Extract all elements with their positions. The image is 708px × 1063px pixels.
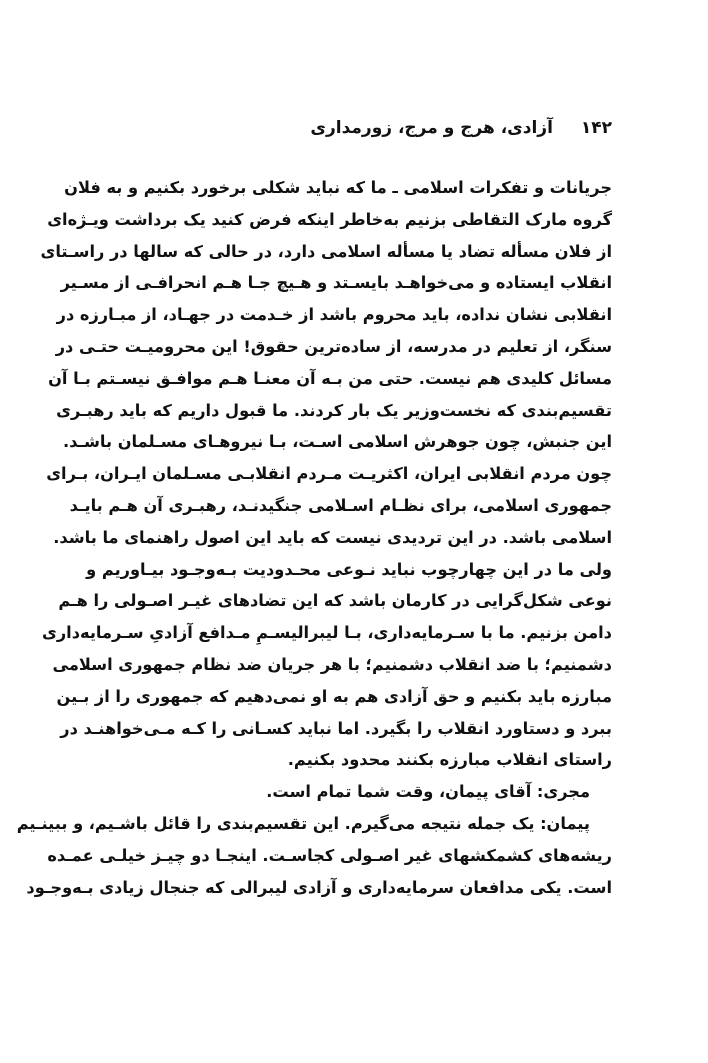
- text-line: تقسیم‌بندی که نخست‌وزیر یک بار کردند. ما قبول داریم که باید رهبـری: [56, 400, 612, 420]
- text-line: دشمنیم؛ با ضد انقلاب دشمنیم؛ با هر جریان ضد نظام جمهوری اسلامی: [52, 654, 612, 674]
- text-line: جمهوری اسلامی، برای نظـام اسـلامی جنگیدنـد، رهبـری آن هـم بایـد: [69, 495, 612, 515]
- text-line: ببرد و دستاورد انقلاب را بگیرد. اما نباید کسـانی را کـه مـی‌خواهنـد در: [60, 718, 612, 738]
- text-line: اسلامی باشد. در این تردیدی نیست که باید این اصول راهنمای ما باشد.: [53, 527, 612, 547]
- text-line: از فلان مسأله تضاد یا مسأله اسلامی دارد، در حالی که سالها در راسـتای: [40, 241, 612, 261]
- text-line: ولی ما در این چهارچوب نباید نـوعی محـدودیت بـه‌وجـود بیـاوریم و: [86, 559, 612, 579]
- text-line: دامن بزنیم. ما با سـرمایه‌داری، بـا لیبرالیسـمِ مـدافع آزادیِ سـرمایه‌داری: [42, 623, 612, 643]
- text-line: مبارزه باید بکنیم و حق آزادی هم به او نمی‌دهیم که جمهوری را از بـین: [56, 686, 612, 706]
- text-line: نوعی شکل‌گرایی در کارمان باشد که این تضادهای غیـر اصـولی را هـم: [58, 591, 612, 611]
- running-title: آزادی، هرج و مرج، زورمداری: [310, 118, 553, 138]
- text-line: این جنبش، چون جوهرش اسلامی اسـت، بـا نیروهـای مسـلمان باشـد.: [62, 432, 612, 452]
- text-line-host-speech: مجری: آقای پیمان، وقت شما تمام است.: [266, 782, 590, 802]
- text-line-paragraph-end: راستای انقلاب مبارزه بکنند محدود بکنیم.: [287, 750, 612, 770]
- text-line-peyman-speech: پیمان: یک جمله نتیجه می‌گیرم. این تقسیم‌بندی را قائل باشـیم، و ببینـیم: [16, 813, 590, 833]
- running-header: [310, 118, 612, 138]
- text-line: ریشه‌های کشمکشهای غیر اصـولی کجاسـت. اینجـا دو چیـز خیلـی عمـده: [47, 845, 612, 865]
- text-line: انقلابی نشان نداده، باید محروم باشد از خـدمت در جهـاد، از مبـارزه در: [56, 305, 612, 325]
- text-line: انقلاب ایستاده و می‌خواهـد بایسـتد و هـیچ جـا هـم انحرافـی از مسـیر: [60, 273, 612, 293]
- text-line: جریانات و تفکرات اسلامی ـ ما که نباید شکلی برخورد بکنیم و به فلان: [64, 178, 612, 197]
- text-line: مسائل کلیدی هم نیست. حتی من بـه آن معنـا هـم موافـق نیسـتم بـا آن: [48, 368, 612, 388]
- text-line: گروه مارک التقاطی بزنیم به‌خاطر اینکه فرض کنید یک برداشت ویـژه‌ای: [47, 209, 612, 229]
- text-line: سنگر، از تعلیم در مدرسه، از ساده‌ترین حقوق! این محرومیـت حتـی در: [55, 336, 612, 356]
- text-line: است. یکی مدافعان سرمایه‌داری و آزادی لیبرالی که جنجال زیادی بـه‌وجـود: [26, 877, 612, 897]
- page-number: ۱۴۲: [580, 118, 612, 138]
- page-body-text: [16, 172, 612, 903]
- text-line: چون مردم انقلابی ایران، اکثریـت مـردم انقلابـی مسـلمان ایـران، بـرای: [46, 464, 612, 484]
